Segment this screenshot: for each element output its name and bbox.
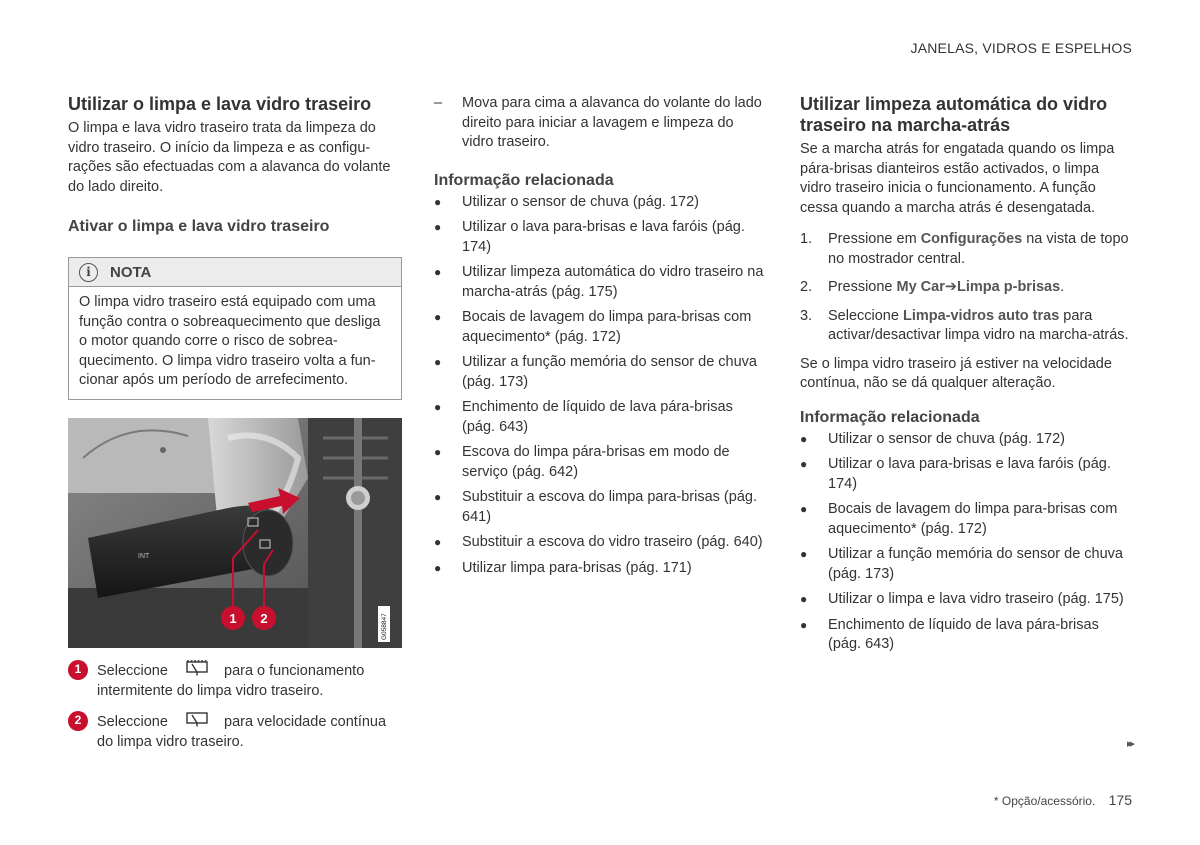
- list-item: ● Substituir a escova do limpa para-brisas (pág. 641): [434, 489, 757, 525]
- wiper-stalk-illustration: [68, 418, 402, 648]
- list-item: ● Utilizar o limpa e lava vidro traseiro (pág. 175): [800, 591, 1124, 607]
- list-item: ● Enchimento de líquido de lava pára-brisas (pág. 643): [800, 616, 1099, 652]
- list-item: ● Utilizar o sensor de chuva (pág. 172): [800, 430, 1065, 447]
- ui-label-settings: Configurações: [920, 231, 1023, 247]
- footnote: * Opção/acessório.: [993, 794, 1096, 808]
- outro-paragraph: Se o limpa vidro traseiro já estiver na velocidade contínua, não se dá qualquer alteração.: [800, 355, 1112, 391]
- dash-mark: –: [434, 95, 443, 111]
- list-item: ● Utilizar o sensor de chuva (pág. 172): [434, 193, 699, 210]
- step-item: 3. Seleccione Limpa-vidros auto tras para activar/desactivar limpa vidro na marcha-atrás.: [800, 307, 1129, 343]
- step-item: 1. Pressione em Configurações na vista de topo no mostrador central.: [800, 231, 1129, 267]
- column-right: [800, 94, 1134, 661]
- legend-badge-2: 2: [68, 711, 88, 731]
- list-item: ● Utilizar limpa para-brisas (pág. 171): [434, 559, 692, 576]
- list-item: ● Utilizar o lava para-brisas e lava faróis (pág. 174): [800, 456, 1111, 492]
- legend-2-before: Seleccione: [97, 713, 168, 730]
- section-title: Utilizar limpeza automática do vidro traseiro na marcha-atrás: [800, 94, 1108, 135]
- column-left: [68, 94, 402, 762]
- page-number: 175: [1108, 792, 1132, 808]
- callout-1-label: 1: [229, 610, 237, 626]
- legend-badge-1: 1: [68, 660, 88, 680]
- image-code: G058847: [381, 612, 388, 640]
- section-header: JANELAS, VIDROS E ESPELHOS: [910, 40, 1132, 56]
- note-header: [69, 258, 401, 287]
- ui-label-my-car: My Car: [896, 279, 945, 295]
- list-item: ● Enchimento de líquido de lava pára-brisas (pág. 643): [434, 399, 733, 435]
- list-item: ● Utilizar limpeza automática do vidro traseiro na marcha-atrás (pág. 175): [434, 264, 764, 300]
- info-icon: i: [79, 263, 98, 282]
- list-item: ● Bocais de lavagem do limpa para-brisas com aquecimento* (pág. 172): [800, 501, 1118, 537]
- related-info-title: Informação relacionada: [434, 171, 614, 189]
- list-item: ● Utilizar a função memória do sensor de chuva (pág. 173): [434, 354, 757, 390]
- intro-paragraph: O limpa e lava vidro traseiro trata da limpeza do vidro traseiro. O início da limpeza e as configurações são efectuadas com a alavanca do volante do lado direito.: [68, 120, 391, 195]
- column-middle: [434, 94, 768, 584]
- ui-label-rear-auto: Limpa-vidros auto tras: [902, 307, 1060, 324]
- ui-label-wipers: Limpa p-brisas: [957, 279, 1061, 295]
- rear-wiper-intermittent-icon: [186, 660, 208, 683]
- section-title: Utilizar o limpa e lava vidro traseiro: [68, 94, 372, 114]
- wiper-stalk-photo: [68, 418, 402, 648]
- intro-paragraph: Se a marcha atrás for engatada quando os limpa pára-brisas dianteiros estão activados, o limpa vidro traseiro inicia o funcionamento. A função cessa quando a marcha atrás é desengatada.: [800, 141, 1115, 216]
- svg-text:INT: INT: [138, 552, 150, 560]
- subsection-title: Ativar o limpa e lava vidro traseiro: [68, 218, 330, 235]
- list-item: ● Substituir a escova do vidro traseiro (pág. 640): [434, 534, 763, 550]
- instruction-step: [434, 94, 768, 153]
- list-item: ● Utilizar a função memória do sensor de chuva (pág. 173): [800, 546, 1123, 582]
- list-item: ● Escova do limpa pára-brisas em modo de serviço (pág. 642): [434, 444, 730, 480]
- callout-1: [221, 606, 245, 630]
- note-label: NOTA: [110, 263, 152, 281]
- related-info-list: [434, 193, 768, 579]
- list-item: ● Bocais de lavagem do limpa para-brisas com aquecimento* (pág. 172): [434, 309, 752, 345]
- legend-1-before: Seleccione: [97, 662, 168, 679]
- note-text: O limpa vidro traseiro está equipado com uma função contra o sobreaquecimento que desliga o motor quando corre o risco de sobreaquecimento. O limpa vidro traseiro volta a funcionar após um período de arrefecimento.: [79, 294, 381, 388]
- instruction-text: Mova para cima a alavanca do volante do lado direito para iniciar a lavagem e limpeza do vidro traseiro.: [462, 95, 762, 150]
- continue-arrows-icon: ▸▸: [1126, 738, 1132, 750]
- step-item: 2. Pressione My Car➔Limpa p-brisas.: [800, 279, 1065, 295]
- related-info-title: Informação relacionada: [800, 408, 980, 426]
- legend-item-1: [68, 660, 402, 702]
- callout-2: [252, 606, 276, 630]
- note-box: [68, 257, 402, 400]
- legend-2-after: para velocidade contínua do limpa vidro traseiro.: [97, 713, 387, 750]
- steps-list: [800, 230, 1134, 346]
- legend-item-2: [68, 711, 402, 753]
- callout-2-label: 2: [260, 610, 268, 626]
- related-info-list: [800, 430, 1134, 655]
- legend-1-after: para o funcionamento intermitente do limpa vidro traseiro.: [97, 662, 365, 699]
- menu-arrow-icon: ➔: [944, 279, 958, 295]
- rear-wiper-continuous-icon: [186, 711, 208, 734]
- list-item: ● Utilizar o lava para-brisas e lava faróis (pág. 174): [434, 219, 745, 255]
- page-footer: [994, 792, 1132, 808]
